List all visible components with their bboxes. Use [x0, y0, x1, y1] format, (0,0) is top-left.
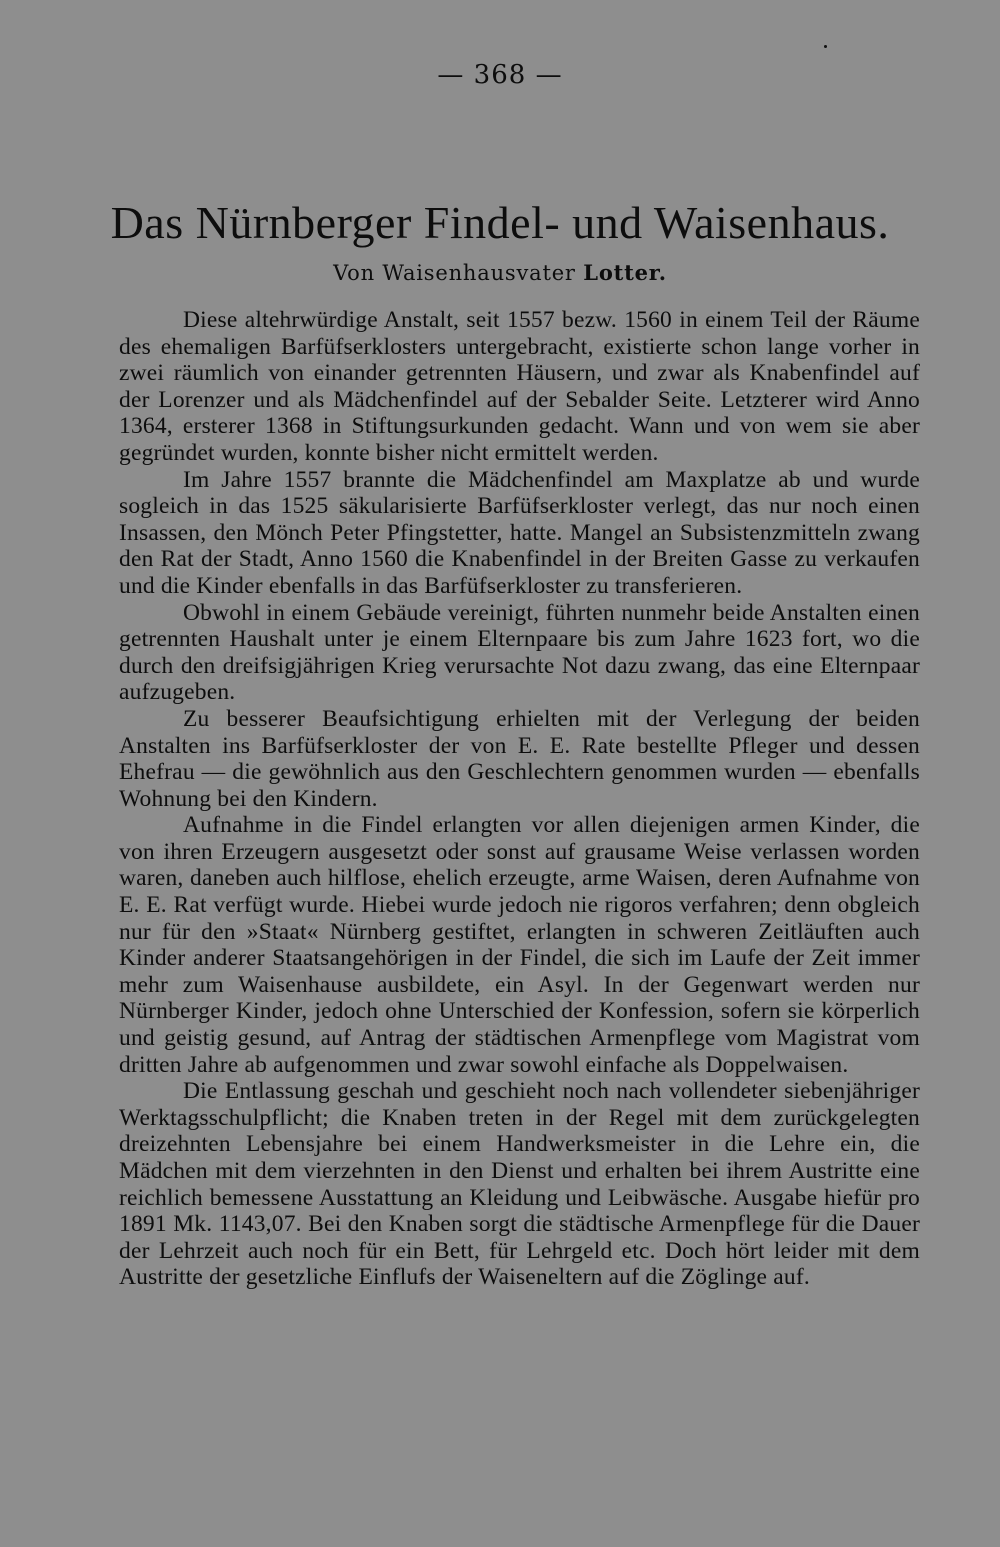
byline-prefix: Von Waisenhausvater: [333, 261, 576, 285]
paragraph: Im Jahre 1557 brannte die Mädchenfindel am Maxplatze ab und wurde sogleich in das 1525 säkularisierte Barfüfserkloster verlegt, das nur noch einen Insassen, den Mönch Peter Pfingstetter, hatte. Mangel an Subsistenzmitteln zwang den Rat der Stadt, Anno 1560 die Knabenfindel in der Breiten Gasse zu verkaufen und die Kinder ebenfalls in das Barfüfserkloster zu transferieren.: [119, 466, 920, 599]
byline-author: Lotter.: [583, 260, 667, 285]
paragraph: Aufnahme in die Findel erlangten vor allen diejenigen armen Kinder, die von ihren Erzeugern ausgesetzt oder sonst auf grausame Weise verlassen worden waren, daneben auch hilflose, ehelich erzeugte, arme Waisen, deren Aufnahme von E. E. Rat verfügt wurde. Hiebei wurde jedoch nie rigoros verfahren; denn obgleich nur für den »Staat« Nürnberg gestiftet, erlangten in schweren Zeitläuften auch Kinder anderer Staatsangehörigen in der Findel, die sich im Laufe der Zeit immer mehr zum Waisenhause ausbildete, ein Asyl. In der Gegenwart werden nur Nürnberger Kinder, jedoch ohne Unterschied der Konfession, sofern sie körperlich und geistig gesund, auf Antrag der städtischen Armenpflege vom Magistrat vom dritten Jahre ab aufgenommen und zwar sowohl einfache als Doppelwaisen.: [119, 812, 920, 1078]
byline: [0, 260, 1000, 285]
paragraph: Zu besserer Beaufsichtigung erhielten mit der Verlegung der beiden Anstalten ins Barfüfserkloster der von E. E. Rate bestellte Pfleger und dessen Ehefrau — die gewöhnlich aus den Geschlechtern genommen wurden — ebenfalls Wohnung bei den Kindern.: [119, 705, 920, 812]
paragraph: Die Entlassung geschah und geschieht noch nach vollendeter siebenjähriger Werktagsschulpflicht; die Knaben treten in der Regel mit dem zurückgelegten dreizehnten Lebensjahre bei einem Handwerksmeister in die Lehre ein, die Mädchen mit dem vierzehnten in den Dienst und erhalten bei ihrem Austritte eine reichlich bemessene Ausstattung an Kleidung und Leibwäsche. Ausgabe hiefür pro 1891 Mk. 1143,07. Bei den Knaben sorgt die städtische Armenpflege für die Dauer der Lehrzeit auch noch für ein Bett, für Lehrgeld etc. Doch hört leider mit dem Austritte der gesetzliche Einflufs der Waiseneltern auf die Zöglinge auf.: [119, 1078, 920, 1291]
article-body: [119, 307, 920, 1291]
speck-mark: [824, 45, 827, 48]
page-number: — 368 —: [437, 60, 563, 90]
paragraph: Obwohl in einem Gebäude vereinigt, führten nunmehr beide Anstalten einen getrennten Haushalt unter je einem Elternpaare bis zum Jahre 1623 fort, wo die durch den dreifsigjährigen Krieg verursachte Not dazu zwang, das eine Elternpaar aufzugeben.: [119, 599, 920, 706]
article-title: Das Nürnberger Findel- und Waisenhaus.: [110, 197, 890, 248]
paragraph: Diese altehrwürdige Anstalt, seit 1557 bezw. 1560 in einem Teil der Räume des ehemaligen Barfüfserklosters untergebracht, existierte schon lange vorher in zwei räumlich von einander getrennten Häusern, und zwar als Knabenfindel auf der Lorenzer und als Mädchenfindel auf der Sebalder Seite. Letzterer wird Anno 1364, ersterer 1368 in Stiftungsurkunden gedacht. Wann und von wem sie aber gegründet wurden, konnte bisher nicht ermittelt werden.: [119, 307, 920, 466]
